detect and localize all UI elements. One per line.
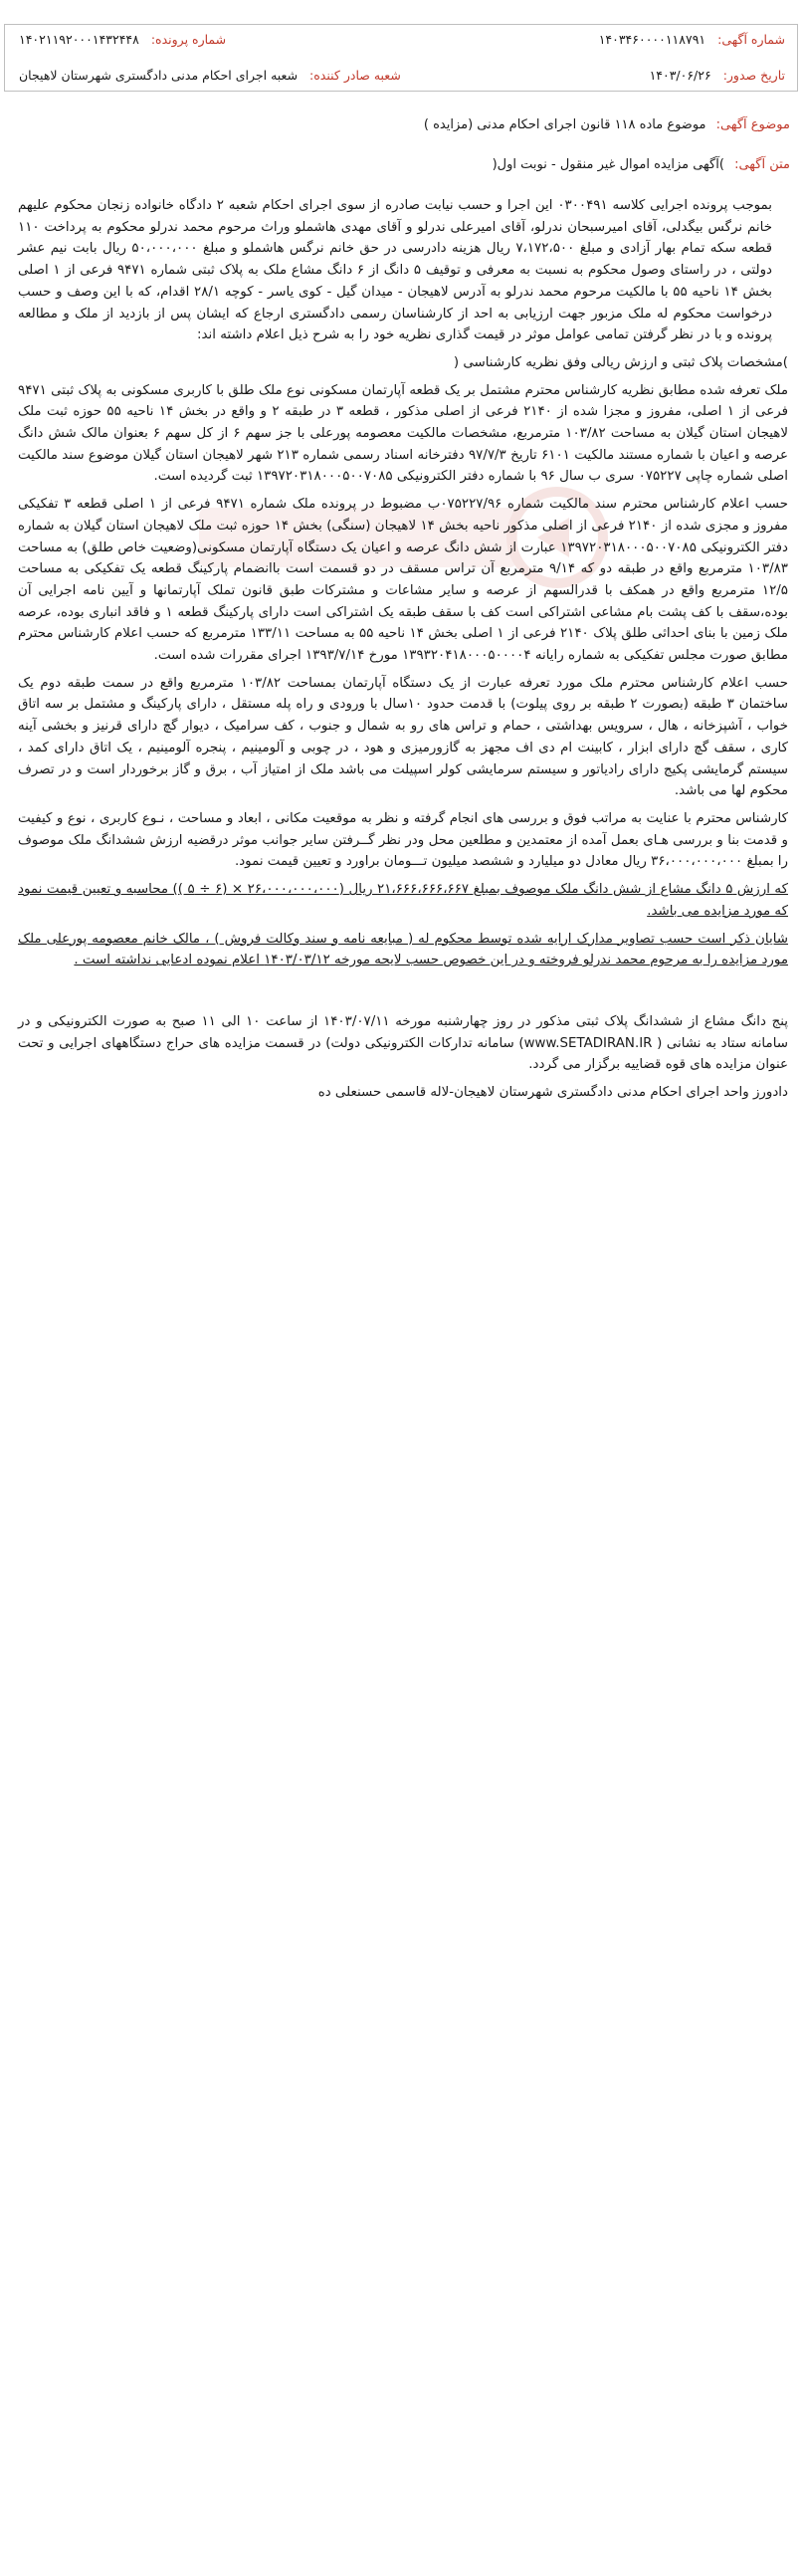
- subject-row: [424, 115, 790, 135]
- ad-body: [18, 195, 788, 1110]
- subject-value: موضوع ماده ۱۱۸ قانون اجرای احکام مدنی (مزایده ): [423, 117, 706, 132]
- issue-date-label: تاریخ صدور:: [722, 68, 785, 83]
- paragraph-deed: حسب اعلام کارشناس محترم سند مالکیت شماره ۰۷۵۲۲۷/۹۶ب مضبوط در پرونده ملک شماره ۹۴۷۱ فرعی از ۱ اصلی قطعه ۳ تفکیکی مفروز و مجزی شده از ۲۱۴۰ فرعی از اصلی مذکور ناحیه بخش ۱۴ لاهیجان (سنگی) بخش ۱۴ حوزه ثبت ملک لاهیجان استان گیلان به شماره دفتر الکترونیکی ۱۳۹۷۲۰۳۱۸۰۰۰۵۰۰۷۰۸۵ عبارت از شش دانگ عرصه و اعیان یک دستگاه آپارتمان مسکونی(وضعیت خاص طلق) به مساحت ۱۰۳/۸۳ مترمربع واقع در طبقه دو که ۹/۱۴ مترمربع آن تراس مسقف در دو قسمت است باانضمام پارکینگ قطعه یک تفکیکی به مساحت ۱۲/۵ مترمربع واقع در همکف با قدرالسهم از عرصه و سایر مشاعات و مشترکات طبق قانون تملک آپارتمانها و آیین نامه اجرایی آن بوده،سقف با کف پشت بام مشاعی اشتراکی است کف با سقف طبقه یک اشتراکی است دارای پارکینگ قطعه ۱ و فاقد انباری بوده، عرصه ملک زمین با بنای احداثی طلق پلاک ۲۱۴۰ فرعی از ۱ اصلی بخش ۱۴ ناحیه ۵۵ به مساحت ۱۳۳/۱۱ مترمربع که حسب اعلام کارشناس محترم مطابق صورت مجلس تفکیکی به شماره رایانه ۱۳۹۳۲۰۴۱۸۰۰۰۵۰۰۰۰۴ مورخ ۱۳۹۳/۷/۱۴ اجرای مقررات شده است.: [18, 497, 788, 664]
- paragraph-description: حسب اعلام کارشناس محترم ملک مورد تعرفه عبارت از یک دستگاه آپارتمان بمساحت ۱۰۳/۸۲ مترمربع واقع در سمت طبقه دوم یک ساختمان ۳ طبقه (بصورت ۲ طبقه بر روی پیلوت) با قدمت حدود ۱۰سال با ورودی و راه پله مستقل ، دارای پارکینگ و مشتمل بر سه اتاق خواب ، آشپزخانه ، هال ، سرویس بهداشتی ، حمام و تراس های رو به شمال و جنوب ، کف سرامیک ، دیوار گچ دارای قرنیز و بخشی آینه کاری ، سقف گچ دارای ابزار ، کابینت ام دی اف مجهز به گازورمیزی و هود ، در چوبی و آلومینیم ، پنجره آلومینیم ، یک اتاق دارای کمد ، سیستم گرمایشی پکیج دارای رادیاتور و سیستم سرمایشی کولر اسپیلت می باشد ملک از امتیاز آب ، برق و گاز برخوردار است و در تصرف محکوم لها می باشد.: [18, 675, 789, 799]
- case-number-label: شماره پرونده:: [150, 32, 227, 47]
- paragraph-valuation: کارشناس محترم با عنایت به مراتب فوق و بررسی های انجام گرفته و نظر به موقعیت مکانی ، ابعاد و مساحت ، نـوع کاربری ، نوع و کیفیت و قدمت بنا و بررسی هـای بعمل آمده از معتمدین و مطلعین محل ودر نظر گــرفتن سایر جوانب موثر درقضیه ارزش ششدانگ ملک موصوف را بمبلغ ۳۶،۰۰۰،۰۰۰،۰۰۰ ریال معادل دو میلیارد و ششصد میلیون تـــومان براورد و تعیین قیمت نمود.: [18, 810, 788, 870]
- issuer-label: شعبه صادر کننده:: [309, 68, 401, 83]
- paragraph-intro: بموجب پرونده اجرایی کلاسه ۰۳۰۰۴۹۱ این اجرا و حسب نیابت صادره از سوی اجرای احکام شعبه ۲ دادگاه خانواده زنجان محکوم علیهم خانم نرگس بیگدلی، آقای امیرسبحان ندرلو، آقای امیرعلی ندرلو و آقای مهدی هاشملو وراث مرحوم محمد ندرلو محکوم به پرداخت ۱۱۰ قطعه سکه تمام بهار آزادی و مبلغ ۷،۱۷۲،۵۰۰ ریال هزینه دادرسی در حق خانم نرگس هاشملو و مبلغ ۵۰،۰۰۰،۰۰۰ ریال بابت نیم عشر دولتی ، در راستای وصول محکوم به نسبت به معرفی و توقیف ۵ دانگ از ۶ دانگ مشاع ملک به پلاک ثبتی شماره ۹۴۷۱ فرعی از ۱ اصلی بخش ۱۴ ناحیه ۵۵ با مالکیت مرحوم محمد ندرلو به آدرس لاهیجان - میدان گیل - کوی یاسر - کوچه ۲۸/۱ اقدام، که با این وصف و حسب درخواست محکوم له ملک مزبور جهت ارزیابی به احد از کارشناسان رسمی دادگستری ارجاع که ایشان پس از بازدید از ملک و مطالعه پرونده و با در نظر گرفتن تمامی عوامل موثر در قیمت گذاری نظریه خود را به شرح ذیل اعلام داشته اند:: [18, 198, 772, 343]
- ad-text-value: )آگهی مزایده اموال غیر منقول - نوبت اول(: [492, 157, 724, 172]
- ad-text-label: متن آگهی:: [734, 157, 790, 172]
- paragraph-note: شایان ذکر است حسب تصاویر مدارک ارایه شده توسط محکوم له ( مبایعه نامه و سند وکالت فروش ) ، مالک خانم معصومه پورعلی ملک مورد مزایده را به مرحوم محمد ندرلو فروخته و در این خصوص حسب لایحه مورخه ۱۴۰۳/۰۳/۱۲ اعلام نموده ادعایی نداشته است .: [18, 931, 788, 968]
- issuer: شعبه اجرای احکام مدنی دادگستری شهرستان لاهیجان: [19, 68, 299, 83]
- ad-number: ۱۴۰۳۴۶۰۰۰۰۱۱۸۷۹۱: [598, 32, 706, 47]
- case-number-row: [19, 31, 226, 49]
- ad-text-row: [493, 155, 790, 175]
- ad-number-row: [599, 31, 785, 49]
- issue-date: ۱۴۰۳/۰۶/۲۶: [649, 68, 711, 83]
- paragraph-auction-time: پنج دانگ مشاع از ششدانگ پلاک ثبتی مذکور در روز چهارشنبه مورخه ۱۴۰۳/۰۷/۱۱ از ساعت ۱۰ الی ۱۱ صبح به صورت الکترونیکی و در سامانه ستاد به نشانی ( www.SETADIRAN.IR) سامانه تدارکات الکترونیکی دولت) در قسمت مزایده های حراج دستگاههای اجرایی و تحت عنوان مزایده های قوه قضاییه برگزار می گردد.: [18, 1013, 789, 1073]
- issuer-row: [19, 67, 401, 85]
- subject-label: موضوع آگهی:: [715, 117, 790, 132]
- case-number: ۱۴۰۲۱۱۹۲۰۰۰۱۴۳۲۴۴۸: [19, 32, 139, 47]
- paragraph-heading: )مشخصات پلاک ثبتی و ارزش ریالی وفق نظریه کارشناسی (: [453, 354, 788, 370]
- paragraph-auction-value: که ارزش ۵ دانگ مشاع از شش دانگ ملک موصوف بمبلغ ۲۱،۶۶۶،۶۶۶،۶۶۷ ریال (۲۶،۰۰۰،۰۰۰،۰۰۰ × (۶ ÷ ۵ )) محاسبه و تعیین قیمت نمود که مورد مزایده می باشد.: [18, 882, 788, 919]
- paragraph-property: ملک تعرفه شده مطابق نظریه کارشناس محترم مشتمل بر یک قطعه آپارتمان مسکونی نوع ملک طلق با کاربری مسکونی به پلاک ثبتی ۹۴۷۱ فرعی از ۱ اصلی، مفروز و مجزا شده از ۲۱۴۰ فرعی از اصلی مذکور ، قطعه ۳ در طبقه ۲ و واقع در بخش ۱۴ ناحیه ۵۵ حوزه ثبت ملک لاهیجان استان گیلان به مساحت ۱۰۳/۸۲ مترمربع، مشخصات مالکیت معصومه پورعلی با جز سهم ۶ از کل سهم ۶ بعنوان مالک شش دانگ عرصه و اعیان با شماره مستند مالکیت ۶۱۰۱ تاریخ ۹۷/۷/۳ دفترخانه اسناد رسمی شماره ۲۱۳ شهر لاهیجان استان گیلان موضوع سند مالکیت اصلی شماره چاپی ۰۷۵۲۲۷ سری ب سال ۹۶ با شماره دفتر الکترونیکی ۱۳۹۷۲۰۳۱۸۰۰۰۵۰۰۷۰۸۵ ثبت گردیده است.: [18, 382, 788, 485]
- ad-number-label: شماره آگهی:: [717, 32, 785, 47]
- issue-date-row: [650, 67, 785, 85]
- paragraph-signature: دادورز واحد اجرای احکام مدنی دادگستری شهرستان لاهیجان-لاله قاسمی حسنعلی ده: [317, 1085, 788, 1101]
- ad-header-box: [4, 24, 798, 92]
